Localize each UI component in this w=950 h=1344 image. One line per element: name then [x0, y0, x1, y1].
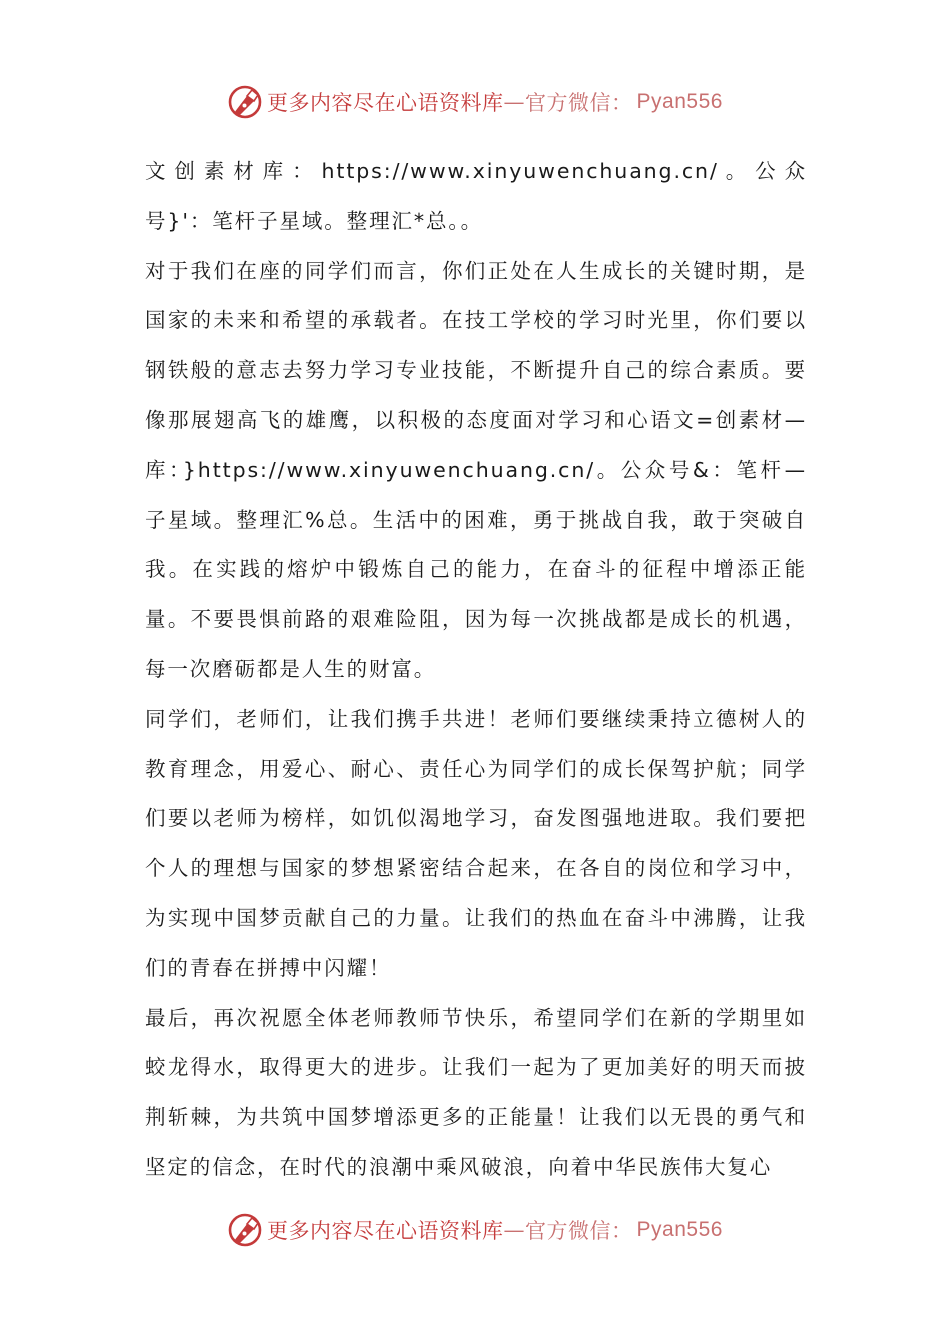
banner-wechat-id: Pyan556 — [636, 1218, 723, 1241]
banner-main-text: 更多内容尽在心语资料库 — [267, 91, 504, 115]
paragraph: 最后，再次祝愿全体老师教师节快乐，希望同学们在新的学期里如蛟龙得水，取得更大的进步。让我们一起为了更加美好的明天而披荆斩棘，为共筑中国梦增添更多的正能量！让我们以无畏的勇气和坚定的信念，在时代的浪潮中乘风破浪，向着中华民族伟大复心 — [145, 1005, 807, 1179]
banner-dash: — — [503, 90, 526, 114]
pen-nib-logo-icon — [227, 84, 263, 120]
paragraph: 同学们，老师们，让我们携手共进！老师们要继续秉持立德树人的教育理念，用爱心、耐心、责任心为同学们的成长保驾护航；同学们要以老师为榜样，如饥似渴地学习，奋发图强地进取。我们要把个人的理想与国家的梦想紧密结合起来，在各自的岗位和学习中，为实现中国梦贡献自己的力量。让我们的热血在奋斗中沸腾，让我们的青春在拼搏中闪耀！ — [145, 706, 807, 980]
paragraph: 文创素材库：https://www.xinyuwenchuang.cn/。公众号}'：笔杆子星域。整理汇*总。。 — [145, 159, 807, 233]
header-banner — [0, 82, 950, 122]
banner-main-text: 更多内容尽在心语资料库 — [267, 1219, 504, 1243]
banner-wechat-label: 官方微信： — [525, 91, 633, 115]
banner-wechat-label: 官方微信： — [525, 1219, 633, 1243]
pen-nib-logo-icon — [227, 1212, 263, 1248]
footer-banner — [0, 1210, 950, 1250]
banner-wechat-id: Pyan556 — [636, 90, 723, 113]
banner-dash: — — [503, 1218, 526, 1242]
document-body — [145, 147, 807, 1193]
paragraph: 对于我们在座的同学们而言，你们正处在人生成长的关键时期，是国家的未来和希望的承载者。在技工学校的学习时光里，你们要以钢铁般的意志去努力学习专业技能，不断提升自己的综合素质。要像那展翅高飞的雄鹰，以积极的态度面对学习和心语文=创素材—库：}https://www.xinyuwenchuang.cn/。公众号&：笔杆—子星域。整理汇%总。生活中的困难，勇于挑战自我，敢于突破自我。在实践的熔炉中锻炼自己的能力，在奋斗的征程中增添正能量。不要畏惧前路的艰难险阻，因为每一次挑战都是成长的机遇，每一次磨砺都是人生的财富。 — [145, 258, 807, 681]
